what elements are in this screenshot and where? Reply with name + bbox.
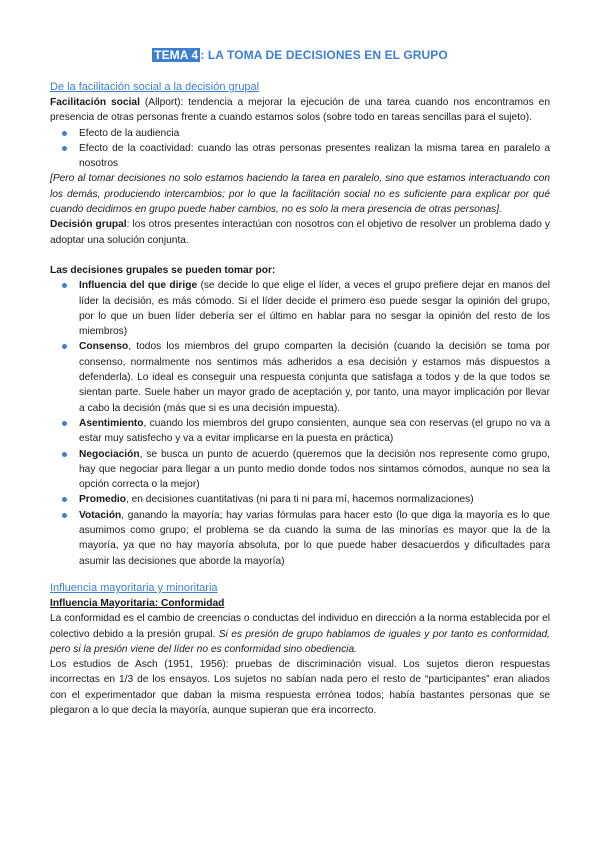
item-term: Asentimiento — [79, 417, 144, 429]
item-term: Negociación — [79, 448, 140, 460]
section-decisiones — [50, 263, 550, 569]
item-text: , se busca un punto de acuerdo (queremos que la decisión nos represente como grupo, hay que negociar para llegar a un punto medio donde todos nos sintamos cómodos, aunque no sea la opción correcta o la mejor) — [79, 448, 550, 491]
item-text: , cuando los miembros del grupo consienten, aunque sea con reservas (el grupo no va a estar muy satisfecho y va a evitar implicarse en la puesta en práctica) — [79, 417, 550, 445]
item-term: Promedio — [79, 494, 126, 506]
item-text: , todos los miembros del grupo comparten la decisión (cuando la decisión se toma por consenso, normalmente nos sentimos más adheridos a esa decisión y estamos más dispuestos a defenderla). Lo ideal es conseguir una respuesta conjunta que satisfaga a todos y de la que todos se sientan parte. Suele haber un mayor grado de aceptación y, por tanto, una mayor implicación por llevar a cabo la decisión (más que si es una decisión impuesta). — [79, 341, 550, 414]
item-term: Influencia del que dirige — [79, 280, 198, 292]
item-term: Votación — [79, 509, 122, 521]
list-item — [79, 508, 550, 569]
section-heading-influencia[interactable]: Influencia mayoritaria y minoritaria — [50, 581, 218, 594]
conformidad-italic: Si es presión de grupo hablamos de iguales y por tanto es conformidad, pero si la presión viene del líder no es conformidad sino obediencia. — [50, 628, 550, 655]
title-rest: : LA TOMA DE DECISIONES EN EL GRUPO — [200, 48, 448, 62]
section-facilitacion — [50, 80, 550, 248]
item-text: , en decisiones cuantitativas (ni para ti ni para mí, hacemos normalizaciones) — [125, 494, 474, 506]
page-title — [50, 48, 550, 62]
list-item — [79, 447, 550, 493]
list-item: Efecto de la coactividad: cuando las otras personas presentes realizan la misma tarea en paralelo a nosotros — [79, 141, 550, 172]
list-item — [79, 339, 550, 415]
item-text: , ganando la mayoría; hay varias fórmulas para hacer esto (lo que diga la mayoría es lo que asumimos como grupo; el problema se da cuando la suma de las minorías es mayor que la de la mayoría, ya que no hay mayoría absoluta, por lo que puede haber desacuerdos y dificultades para asumir las decisiones que aborde la mayoría) — [79, 509, 550, 567]
conformidad-subheading: Influencia Mayoritaria: Conformidad — [50, 597, 225, 609]
decision-grupal-text: : los otros presentes interactúan con nosotros con el objetivo de resolver un problema dado y adoptar una solución conjunta. — [50, 219, 550, 246]
list-item — [79, 416, 550, 447]
title-highlight: TEMA 4 — [154, 48, 199, 62]
item-text: (se decide lo que elige el líder, a veces el grupo prefiere dejar en manos del líder la decisión, es más cómodo. Si el líder decide el primero eso puede sesgar la opinión del grupo, por lo que un buen líder debería ser el último en hablar para no sesgar la opinión del resto de los miembros) — [79, 280, 550, 338]
list-item: Efecto de la audiencia — [79, 126, 550, 141]
item-term: Consenso — [79, 341, 129, 353]
asch-paragraph: Los estudios de Asch (1951, 1956): pruebas de discriminación visual. Los sujetos dieron respuestas incorrectas en 1/3 de los ensayos. Los sujetos no sabían nada pero el resto de “participantes” eran aliados con el experimentador que daban la misma respuesta errónea todos; había bastantes personas que se plegaron a lo que decía la mayoría, aunque supieran que era incorrecto. — [50, 659, 550, 716]
efectos-list — [50, 126, 550, 172]
conformidad-text: La conformidad es el cambio de creencias o conductas del individuo en dirección a la norma establecida por el colectivo debido a la presión grupal. — [50, 613, 550, 640]
facilitacion-note: [Pero al tomar decisiones no solo estamos haciendo la tarea en paralelo, sino que estamos interactuando con los demás, produciendo intercambios; por lo que la facilitación social no es suficiente para explicar por qué cuando decidimos en grupo puede haber cambios, no es solo la mera presencia de otras personas]. — [50, 173, 550, 216]
decision-grupal-paragraph — [50, 217, 550, 248]
section-influencia — [50, 581, 550, 718]
decisiones-heading: Las decisiones grupales se pueden tomar por: — [50, 264, 276, 276]
list-item — [79, 278, 550, 339]
list-item — [79, 492, 550, 507]
facilitacion-social-term: Facilitación social — [50, 97, 140, 108]
facilitacion-social-text: (Allport): tendencia a mejorar la ejecución de una tarea cuando nos encontramos en presencia de otras personas frente a cuando estamos solos (sobre todo en tareas sencillas para el sujeto). — [50, 97, 550, 124]
facilitacion-social-paragraph — [50, 95, 550, 126]
conformidad-paragraph — [50, 611, 550, 657]
decisiones-list — [50, 278, 550, 569]
decision-grupal-term: Decisión grupal — [50, 219, 127, 231]
section-heading-facilitacion[interactable]: De la facilitación social a la decisión grupal — [50, 81, 260, 93]
